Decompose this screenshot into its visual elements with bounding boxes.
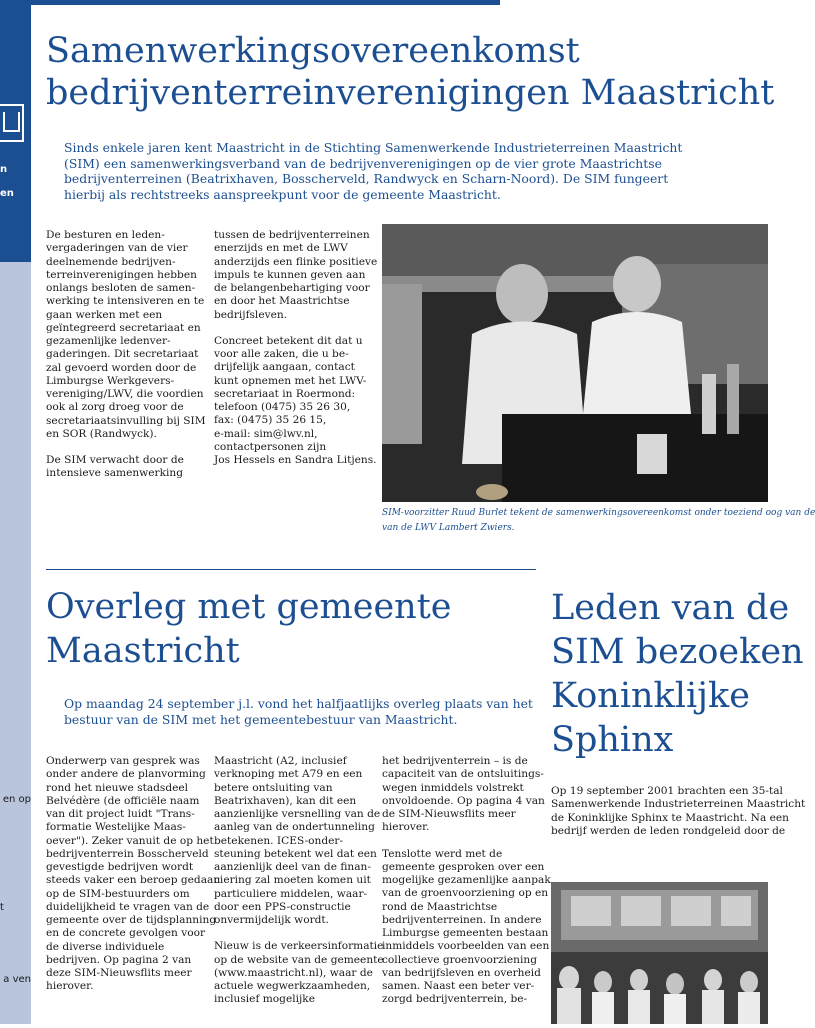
text-line: verknoping met A79 en een xyxy=(214,768,363,781)
article-title-line: Sphinx xyxy=(551,720,674,760)
article-column xyxy=(46,755,221,1007)
factory-photo xyxy=(551,882,768,1024)
lead-line: hierbij als rechtstreeks aanspreekpunt voor de gemeente Maastricht. xyxy=(64,186,501,202)
article-title-line: Maastricht xyxy=(46,631,240,671)
text-line: Onderwerp van gesprek was xyxy=(46,755,200,767)
article-title-line: bedrijventerreinverenigingen Maastricht xyxy=(46,73,775,113)
text-line: zorgd bedrijventerrein, be- xyxy=(382,993,528,1006)
text-line: rond de Maastrichtse xyxy=(382,900,498,913)
lead-line: (SIM) een samenwerkingsverband van de bedrijvenverenigingen op de vier grote Maastrichtse xyxy=(64,155,662,171)
text-line: gemeente gesproken over een xyxy=(382,860,545,873)
article-column xyxy=(382,755,551,1020)
text-line: voor alle zaken, die u be- xyxy=(214,348,349,360)
text-line: deelnemende bedrijven- xyxy=(46,255,176,268)
photo-caption: SIM-voorzitter Ruud Burlet tekent de samenwerkingsovereenkomst onder toeziend oog van de xyxy=(382,508,815,518)
text-line: ook al zorg droeg voor de xyxy=(46,401,184,414)
text-line: inclusief mogelijke xyxy=(214,993,315,1006)
text-line: door een PPS-constructie xyxy=(214,900,351,913)
text-line: de belangenbehartiging voor xyxy=(214,282,370,294)
text-line: Limburgse gemeenten bestaan xyxy=(382,927,549,939)
article-column xyxy=(214,755,384,1020)
text-line: betere ontsluiting van xyxy=(214,781,333,794)
text-line: Nieuw is de verkeersinformatie xyxy=(214,940,384,953)
article-title-line: Overleg met gemeente xyxy=(46,587,452,627)
text-line: capaciteit van de ontsluitings- xyxy=(382,768,544,781)
text-line: e-mail: sim@lwv.nl, xyxy=(214,427,318,440)
lead-line: bestuur van de SIM met het gemeentebestuur van Maastricht. xyxy=(64,711,458,727)
text-line: steuning betekent wel dat een xyxy=(214,847,377,860)
paragraph xyxy=(382,847,551,1007)
text-line: wegen inmiddels volstrekt xyxy=(382,781,524,794)
text-line: betekenen. ICES-onder- xyxy=(214,834,344,847)
text-line: vereniging/LWV, die voordien xyxy=(46,388,204,400)
text-line: en door het Maastrichtse xyxy=(214,295,350,308)
signing-photo-illustration xyxy=(382,224,768,502)
text-line: gaan werken met een xyxy=(46,308,163,321)
section-divider xyxy=(46,569,536,570)
text-line: anderzijds een flinke positieve xyxy=(214,255,378,268)
text-line: geïntegreerd secretariaat en xyxy=(46,321,201,334)
text-line: de Koninklijke Sphinx te Maastricht. Na een xyxy=(551,811,789,824)
text-line: secretariaatsinvulling bij SIM xyxy=(46,414,206,427)
article-title xyxy=(46,585,452,673)
text-line: De besturen en leden- xyxy=(46,229,165,241)
text-line: mogelijke gezamenlijke aanpak xyxy=(382,874,551,886)
paragraph xyxy=(214,940,384,1006)
sim-logo xyxy=(0,104,24,142)
sim-logo-mark xyxy=(3,112,20,132)
text-line: oever"). Zeker vanuit de op het xyxy=(46,834,214,847)
text-line: gaderingen. Dit secretariaat xyxy=(46,348,199,361)
text-line: Beatrixhaven), kan dit een xyxy=(214,794,357,807)
text-line: actuele wegwerkzaamheden, xyxy=(214,980,371,992)
text-line: onder andere de planvorming xyxy=(46,768,206,781)
text-line: de SIM-Nieuwsflits meer xyxy=(382,808,516,820)
article-title xyxy=(551,586,804,762)
text-line: gevestigde bedrijven wordt xyxy=(46,861,194,873)
text-line: van dit project luidt "Trans- xyxy=(46,808,195,820)
text-line: bedrijfsleven. xyxy=(214,308,288,321)
text-line: secretariaat in Roermond: xyxy=(214,387,356,400)
photo-caption: van de LWV Lambert Zwiers. xyxy=(382,523,515,533)
text-line: op de website van de gemeente xyxy=(214,953,384,966)
text-line: drijfelijk aangaan, contact xyxy=(214,361,355,374)
text-line: op de SIM-bestuurders om xyxy=(46,887,190,900)
text-line: aanleg van de ondertunneling xyxy=(214,821,375,834)
text-line: Belvédère (de officiële naam xyxy=(46,794,200,807)
paragraph xyxy=(214,229,378,322)
text-line: werking te intensiveren en te xyxy=(46,295,205,308)
article-title xyxy=(46,30,774,114)
text-line: vergaderingen van de vier xyxy=(46,242,188,255)
text-line: gezamenlijke ledenver- xyxy=(46,335,171,347)
lead-line: Sinds enkele jaren kent Maastricht in de Stichting Samenwerkende Industrieterreinen Maastricht xyxy=(64,140,683,155)
text-line: aanzienlijk deel van de finan- xyxy=(214,861,371,873)
sidebar-fragment: t xyxy=(0,902,4,913)
text-line: de diverse individuele xyxy=(46,940,165,953)
paragraph xyxy=(214,334,377,468)
text-line: hierover. xyxy=(382,821,430,834)
text-line: Op 19 september 2001 brachten een 35-tal xyxy=(551,785,783,797)
paragraph xyxy=(46,755,221,994)
factory-photo-illustration xyxy=(551,882,768,1024)
article-title-line: Leden van de xyxy=(551,588,790,628)
text-line: samen. Naast een beter ver- xyxy=(382,980,535,992)
signing-photo xyxy=(382,224,768,502)
paragraph xyxy=(46,229,206,441)
paragraph xyxy=(382,755,544,835)
text-line: bedrijf werden de leden rondgeleid door de xyxy=(551,824,786,837)
text-line: Jos Hessels en Sandra Litjens. xyxy=(214,454,377,466)
text-line: het bedrijventerrein – is de xyxy=(382,755,528,767)
text-line: telefoon (0475) 35 26 30, xyxy=(214,401,351,413)
text-line: particuliere middelen, waar- xyxy=(214,887,368,900)
text-line: formatie Westelijke Maas- xyxy=(46,821,186,834)
text-line: hierover. xyxy=(46,980,94,993)
text-line: contactpersonen zijn xyxy=(214,440,327,453)
text-line: (www.maastricht.nl), waar de xyxy=(214,966,373,979)
text-line: ciering zal moeten komen uit xyxy=(214,874,371,887)
text-line: Concreet betekent dit dat u xyxy=(214,334,363,347)
text-line: tussen de bedrijventerreinen xyxy=(214,229,370,241)
sidebar-fragment: en op xyxy=(2,794,31,805)
text-line: bedrijventerrein Bosscherveld xyxy=(46,847,209,860)
sidebar-fragment: n xyxy=(0,164,8,175)
text-line: en SOR (Randwyck). xyxy=(46,427,157,440)
header-rule xyxy=(31,0,500,5)
text-line: enerzijds en met de LWV xyxy=(214,242,348,255)
text-line: Tenslotte werd met de xyxy=(382,847,503,860)
text-line: zal gevoerd worden door de xyxy=(46,361,197,374)
article-title-line: SIM bezoeken xyxy=(551,632,804,672)
text-line: collectieve groenvoorziening xyxy=(382,953,538,966)
text-line: van bedrijfsleven en overheid xyxy=(382,966,541,979)
text-line: steeds vaker een beroep gedaan xyxy=(46,874,221,887)
article-column xyxy=(551,785,806,851)
text-line: inmiddels voorbeelden van een xyxy=(382,940,550,953)
article-column xyxy=(214,229,378,480)
text-line: van de groenvoorziening op en xyxy=(382,887,549,900)
sidebar-fragment: en xyxy=(0,188,14,199)
paragraph xyxy=(551,785,806,838)
text-line: fax: (0475) 35 26 15, xyxy=(214,414,327,427)
article-lead xyxy=(64,696,534,727)
text-line: Limburgse Werkgevers- xyxy=(46,374,175,387)
text-line: bedrijventerreinen. In andere xyxy=(382,913,542,926)
text-line: duidelijkheid te vragen van de xyxy=(46,900,210,913)
text-line: gemeente over de tijdsplanning xyxy=(46,914,217,926)
article-lead xyxy=(64,140,764,202)
text-line: rond het nieuwe stadsdeel xyxy=(46,781,189,794)
text-line: Samenwerkende Industrieterreinen Maastricht xyxy=(551,798,806,811)
paragraph xyxy=(214,755,381,927)
text-line: Maastricht (A2, inclusief xyxy=(214,755,347,767)
text-line: aanzienlijke versnelling van de xyxy=(214,808,381,820)
text-line: intensieve samenwerking xyxy=(46,467,183,480)
sidebar-fragment: a ven xyxy=(3,974,31,985)
text-line: bedrijven. Op pagina 2 van xyxy=(46,953,192,966)
article-column xyxy=(46,229,206,494)
text-line: onlangs besloten de samen- xyxy=(46,282,196,294)
lead-line: bedrijventerreinen (Beatrixhaven, Bosscherveld, Randwyck en Scharn-Noord). De SIM fungeert xyxy=(64,171,669,186)
text-line: kunt opnemen met het LWV- xyxy=(214,374,367,387)
text-line: De SIM verwacht door de xyxy=(46,454,184,466)
article-title-line: Samenwerkingsovereenkomst xyxy=(46,31,580,71)
text-line: terreinverenigingen hebben xyxy=(46,268,197,281)
article-title-line: Koninklijke xyxy=(551,676,750,716)
text-line: impuls te kunnen geven aan xyxy=(214,268,366,281)
text-line: onvermijdelijk wordt. xyxy=(214,914,330,926)
text-line: en de concrete gevolgen voor xyxy=(46,927,206,940)
paragraph xyxy=(46,454,206,481)
text-line: onvoldoende. Op pagina 4 van xyxy=(382,794,545,807)
text-line: deze SIM-Nieuwsflits meer xyxy=(46,967,192,979)
lead-line: Op maandag 24 september j.l. vond het halfjaatlijks overleg plaats van het xyxy=(64,696,533,711)
